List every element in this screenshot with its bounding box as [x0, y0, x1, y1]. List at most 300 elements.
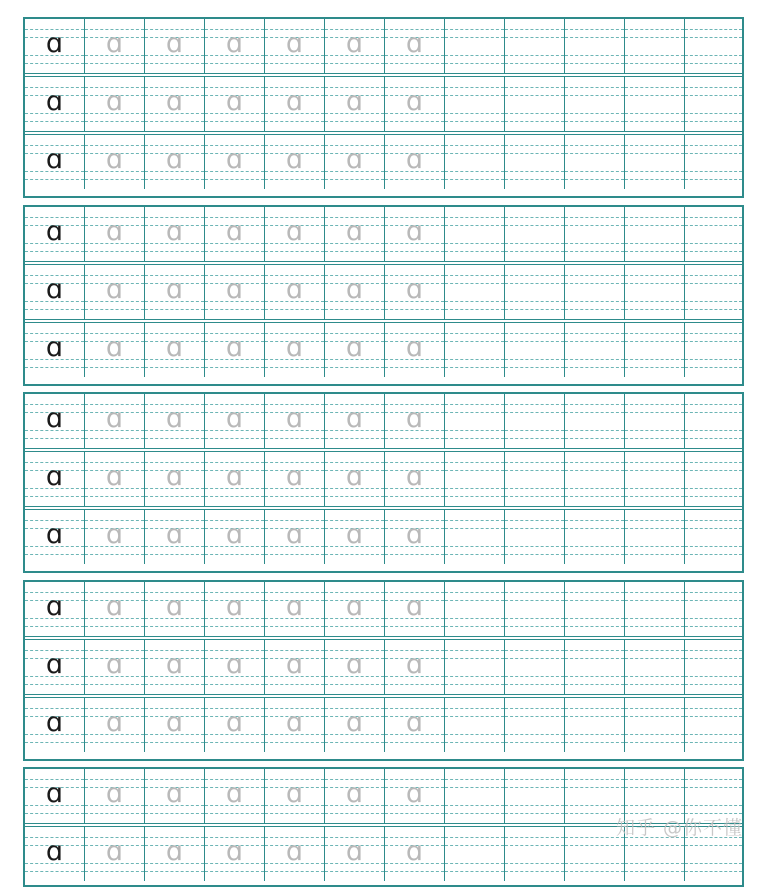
- guide-line: [625, 438, 684, 439]
- guide-line: [205, 63, 264, 64]
- practice-cell: [625, 19, 685, 73]
- trace-letter: ɑ: [225, 591, 244, 622]
- guide-line: [445, 301, 504, 302]
- guide-line: [505, 301, 564, 302]
- practice-cell: [145, 323, 205, 377]
- practice-cell: [25, 582, 85, 636]
- trace-letter: ɑ: [345, 403, 364, 434]
- guide-line: [445, 29, 504, 30]
- guide-line: [505, 171, 564, 172]
- practice-cell: [265, 827, 325, 881]
- guide-line: [445, 367, 504, 368]
- practice-row: [25, 452, 742, 510]
- guide-line: [385, 251, 444, 252]
- practice-cell: [25, 77, 85, 131]
- practice-cell: [265, 769, 325, 823]
- guide-line: [685, 592, 742, 593]
- guide-line: [445, 845, 504, 846]
- practice-cell: [385, 77, 445, 131]
- trace-letter: ɑ: [105, 86, 124, 117]
- guide-line: [445, 837, 504, 838]
- guide-line: [565, 171, 624, 172]
- guide-line: [505, 367, 564, 368]
- guide-line: [505, 863, 564, 864]
- trace-letter: ɑ: [285, 649, 304, 680]
- guide-line: [445, 520, 504, 521]
- guide-line: [625, 742, 684, 743]
- trace-letter: ɑ: [225, 144, 244, 175]
- trace-letter: ɑ: [345, 144, 364, 175]
- guide-line: [445, 243, 504, 244]
- practice-row: [25, 323, 742, 377]
- guide-line: [505, 341, 564, 342]
- practice-cell: [265, 207, 325, 261]
- guide-line: [625, 546, 684, 547]
- trace-letter: ɑ: [345, 28, 364, 59]
- guide-line: [205, 496, 264, 497]
- guide-line: [565, 708, 624, 709]
- practice-cell: [25, 640, 85, 694]
- guide-line: [385, 367, 444, 368]
- guide-line: [445, 813, 504, 814]
- guide-line: [565, 805, 624, 806]
- practice-cell: [145, 207, 205, 261]
- guide-line: [685, 121, 742, 122]
- guide-line: [25, 554, 84, 555]
- practice-cell: [685, 207, 742, 261]
- practice-cell: [325, 582, 385, 636]
- practice-cell: [85, 207, 145, 261]
- practice-cell: [385, 582, 445, 636]
- guide-line: [325, 438, 384, 439]
- practice-cell: [685, 77, 742, 131]
- guide-line: [625, 734, 684, 735]
- guide-line: [565, 63, 624, 64]
- guide-line: [145, 63, 204, 64]
- guide-line: [565, 404, 624, 405]
- guide-line: [625, 29, 684, 30]
- practice-cell: [505, 510, 565, 564]
- guide-line: [685, 359, 742, 360]
- guide-line: [625, 708, 684, 709]
- guide-line: [505, 546, 564, 547]
- guide-line: [505, 55, 564, 56]
- practice-cell: [685, 510, 742, 564]
- practice-cell: [625, 77, 685, 131]
- guide-line: [85, 121, 144, 122]
- trace-letter: ɑ: [345, 274, 364, 305]
- practice-cell: [505, 452, 565, 506]
- guide-line: [685, 404, 742, 405]
- guide-line: [85, 438, 144, 439]
- guide-line: [625, 225, 684, 226]
- guide-line: [685, 309, 742, 310]
- guide-line: [505, 462, 564, 463]
- guide-line: [625, 528, 684, 529]
- trace-letter: ɑ: [225, 461, 244, 492]
- practice-cell: [445, 265, 505, 319]
- guide-line: [25, 121, 84, 122]
- practice-cell: [145, 698, 205, 752]
- guide-line: [265, 121, 324, 122]
- trace-letter: ɑ: [105, 216, 124, 247]
- guide-line: [505, 708, 564, 709]
- guide-line: [625, 404, 684, 405]
- guide-line: [205, 813, 264, 814]
- trace-letter: ɑ: [285, 836, 304, 867]
- guide-line: [445, 805, 504, 806]
- guide-line: [505, 430, 564, 431]
- guide-line: [565, 225, 624, 226]
- guide-line: [325, 179, 384, 180]
- guide-line: [565, 309, 624, 310]
- guide-line: [85, 63, 144, 64]
- guide-line: [505, 520, 564, 521]
- practice-cell: [385, 827, 445, 881]
- guide-line: [565, 787, 624, 788]
- guide-line: [445, 121, 504, 122]
- guide-line: [625, 95, 684, 96]
- trace-letter: ɑ: [285, 332, 304, 363]
- guide-line: [445, 359, 504, 360]
- trace-letter: ɑ: [165, 28, 184, 59]
- guide-line: [505, 251, 564, 252]
- practice-cell: [325, 19, 385, 73]
- guide-line: [625, 275, 684, 276]
- trace-letter: ɑ: [165, 144, 184, 175]
- model-letter: ɑ: [45, 86, 64, 117]
- practice-cell: [25, 827, 85, 881]
- guide-line: [565, 113, 624, 114]
- practice-cell: [145, 510, 205, 564]
- practice-block: [23, 205, 744, 386]
- practice-cell: [445, 77, 505, 131]
- guide-line: [85, 813, 144, 814]
- guide-line: [505, 438, 564, 439]
- guide-line: [685, 225, 742, 226]
- practice-cell: [565, 698, 625, 752]
- guide-line: [445, 658, 504, 659]
- guide-line: [505, 528, 564, 529]
- guide-line: [565, 470, 624, 471]
- guide-line: [25, 179, 84, 180]
- guide-line: [685, 63, 742, 64]
- guide-line: [145, 742, 204, 743]
- guide-line: [685, 283, 742, 284]
- practice-cell: [505, 207, 565, 261]
- guide-line: [685, 676, 742, 677]
- guide-line: [565, 430, 624, 431]
- practice-cell: [265, 394, 325, 448]
- guide-line: [265, 871, 324, 872]
- guide-line: [625, 37, 684, 38]
- practice-row: [25, 77, 742, 135]
- guide-line: [625, 153, 684, 154]
- trace-letter: ɑ: [345, 216, 364, 247]
- guide-line: [685, 251, 742, 252]
- guide-line: [565, 301, 624, 302]
- practice-cell: [685, 323, 742, 377]
- model-letter: ɑ: [45, 461, 64, 492]
- guide-line: [205, 121, 264, 122]
- practice-cell: [85, 135, 145, 189]
- guide-line: [445, 37, 504, 38]
- guide-line: [25, 438, 84, 439]
- guide-line: [505, 309, 564, 310]
- guide-line: [505, 787, 564, 788]
- guide-line: [565, 121, 624, 122]
- guide-line: [445, 430, 504, 431]
- practice-cell: [625, 207, 685, 261]
- guide-line: [685, 37, 742, 38]
- practice-row: [25, 207, 742, 265]
- trace-letter: ɑ: [105, 707, 124, 738]
- practice-cell: [505, 582, 565, 636]
- practice-cell: [265, 582, 325, 636]
- guide-line: [565, 243, 624, 244]
- model-letter: ɑ: [45, 707, 64, 738]
- practice-cell: [625, 510, 685, 564]
- guide-line: [265, 367, 324, 368]
- guide-line: [445, 251, 504, 252]
- practice-cell: [385, 19, 445, 73]
- guide-line: [505, 600, 564, 601]
- guide-line: [385, 626, 444, 627]
- model-letter: ɑ: [45, 216, 64, 247]
- practice-cell: [145, 77, 205, 131]
- practice-cell: [685, 640, 742, 694]
- guide-line: [445, 871, 504, 872]
- guide-line: [505, 412, 564, 413]
- guide-line: [565, 650, 624, 651]
- practice-cell: [625, 394, 685, 448]
- guide-line: [565, 496, 624, 497]
- guide-line: [625, 63, 684, 64]
- guide-line: [685, 438, 742, 439]
- guide-line: [505, 275, 564, 276]
- guide-line: [625, 676, 684, 677]
- practice-cell: [85, 452, 145, 506]
- guide-line: [685, 275, 742, 276]
- trace-letter: ɑ: [165, 836, 184, 867]
- guide-line: [445, 462, 504, 463]
- model-letter: ɑ: [45, 519, 64, 550]
- guide-line: [505, 684, 564, 685]
- practice-cell: [505, 640, 565, 694]
- guide-line: [445, 333, 504, 334]
- trace-letter: ɑ: [105, 519, 124, 550]
- guide-line: [685, 217, 742, 218]
- guide-line: [505, 243, 564, 244]
- practice-cell: [505, 19, 565, 73]
- guide-line: [505, 650, 564, 651]
- practice-cell: [145, 827, 205, 881]
- practice-cell: [205, 207, 265, 261]
- guide-line: [85, 496, 144, 497]
- guide-line: [505, 121, 564, 122]
- guide-line: [505, 813, 564, 814]
- guide-line: [625, 113, 684, 114]
- guide-line: [385, 496, 444, 497]
- trace-letter: ɑ: [285, 591, 304, 622]
- guide-line: [505, 676, 564, 677]
- guide-line: [565, 37, 624, 38]
- practice-cell: [25, 510, 85, 564]
- practice-cell: [625, 135, 685, 189]
- practice-row: [25, 582, 742, 640]
- guide-line: [385, 179, 444, 180]
- guide-line: [505, 153, 564, 154]
- guide-line: [685, 742, 742, 743]
- guide-line: [145, 554, 204, 555]
- trace-letter: ɑ: [285, 778, 304, 809]
- guide-line: [565, 734, 624, 735]
- trace-letter: ɑ: [105, 28, 124, 59]
- trace-letter: ɑ: [405, 216, 424, 247]
- practice-cell: [505, 135, 565, 189]
- practice-cell: [85, 582, 145, 636]
- guide-line: [445, 153, 504, 154]
- guide-line: [625, 716, 684, 717]
- practice-cell: [685, 135, 742, 189]
- guide-line: [505, 496, 564, 497]
- practice-cell: [85, 510, 145, 564]
- guide-line: [625, 805, 684, 806]
- model-letter: ɑ: [45, 649, 64, 680]
- guide-line: [625, 333, 684, 334]
- practice-cell: [385, 394, 445, 448]
- watermark: 知乎 @你不懂: [615, 817, 743, 839]
- practice-cell: [205, 827, 265, 881]
- guide-line: [625, 845, 684, 846]
- practice-cell: [445, 827, 505, 881]
- practice-cell: [685, 452, 742, 506]
- practice-cell: [205, 77, 265, 131]
- trace-letter: ɑ: [405, 591, 424, 622]
- practice-cell: [325, 452, 385, 506]
- practice-row: [25, 698, 742, 752]
- guide-line: [505, 359, 564, 360]
- guide-line: [625, 863, 684, 864]
- practice-cell: [25, 19, 85, 73]
- guide-line: [685, 845, 742, 846]
- model-letter: ɑ: [45, 274, 64, 305]
- guide-line: [325, 121, 384, 122]
- practice-cell: [325, 510, 385, 564]
- practice-cell: [505, 265, 565, 319]
- guide-line: [565, 554, 624, 555]
- guide-line: [445, 438, 504, 439]
- guide-line: [565, 528, 624, 529]
- trace-letter: ɑ: [405, 707, 424, 738]
- model-letter: ɑ: [45, 403, 64, 434]
- guide-line: [445, 217, 504, 218]
- guide-line: [625, 359, 684, 360]
- guide-line: [445, 283, 504, 284]
- guide-line: [85, 309, 144, 310]
- guide-line: [565, 658, 624, 659]
- model-letter: ɑ: [45, 332, 64, 363]
- guide-line: [205, 179, 264, 180]
- guide-line: [685, 333, 742, 334]
- guide-line: [205, 871, 264, 872]
- guide-line: [205, 554, 264, 555]
- guide-line: [505, 658, 564, 659]
- guide-line: [565, 716, 624, 717]
- guide-line: [445, 496, 504, 497]
- guide-line: [25, 684, 84, 685]
- trace-letter: ɑ: [165, 778, 184, 809]
- guide-line: [25, 251, 84, 252]
- guide-line: [505, 488, 564, 489]
- guide-line: [625, 470, 684, 471]
- guide-line: [565, 412, 624, 413]
- practice-cell: [445, 19, 505, 73]
- practice-cell: [265, 640, 325, 694]
- guide-line: [205, 367, 264, 368]
- guide-line: [625, 301, 684, 302]
- guide-line: [625, 243, 684, 244]
- guide-line: [685, 412, 742, 413]
- practice-cell: [445, 698, 505, 752]
- guide-line: [445, 618, 504, 619]
- guide-line: [445, 179, 504, 180]
- practice-cell: [445, 582, 505, 636]
- practice-cell: [205, 452, 265, 506]
- trace-letter: ɑ: [405, 519, 424, 550]
- trace-letter: ɑ: [105, 591, 124, 622]
- practice-cell: [385, 769, 445, 823]
- guide-line: [685, 301, 742, 302]
- guide-line: [565, 55, 624, 56]
- guide-line: [445, 592, 504, 593]
- guide-line: [325, 554, 384, 555]
- practice-cell: [445, 769, 505, 823]
- guide-line: [685, 145, 742, 146]
- guide-line: [385, 742, 444, 743]
- guide-line: [145, 309, 204, 310]
- practice-cell: [325, 135, 385, 189]
- guide-line: [565, 333, 624, 334]
- practice-cell: [565, 135, 625, 189]
- guide-line: [685, 496, 742, 497]
- guide-line: [505, 145, 564, 146]
- guide-line: [565, 283, 624, 284]
- guide-line: [385, 63, 444, 64]
- guide-line: [445, 412, 504, 413]
- practice-cell: [445, 394, 505, 448]
- guide-line: [625, 658, 684, 659]
- guide-line: [685, 520, 742, 521]
- guide-line: [445, 87, 504, 88]
- trace-letter: ɑ: [405, 144, 424, 175]
- guide-line: [25, 813, 84, 814]
- guide-line: [445, 787, 504, 788]
- guide-line: [505, 592, 564, 593]
- guide-line: [505, 29, 564, 30]
- guide-line: [325, 813, 384, 814]
- guide-line: [685, 462, 742, 463]
- practice-cell: [265, 135, 325, 189]
- trace-letter: ɑ: [405, 28, 424, 59]
- guide-line: [445, 600, 504, 601]
- guide-line: [685, 171, 742, 172]
- guide-line: [565, 217, 624, 218]
- practice-cell: [265, 452, 325, 506]
- guide-line: [505, 716, 564, 717]
- guide-line: [505, 871, 564, 872]
- practice-cell: [145, 452, 205, 506]
